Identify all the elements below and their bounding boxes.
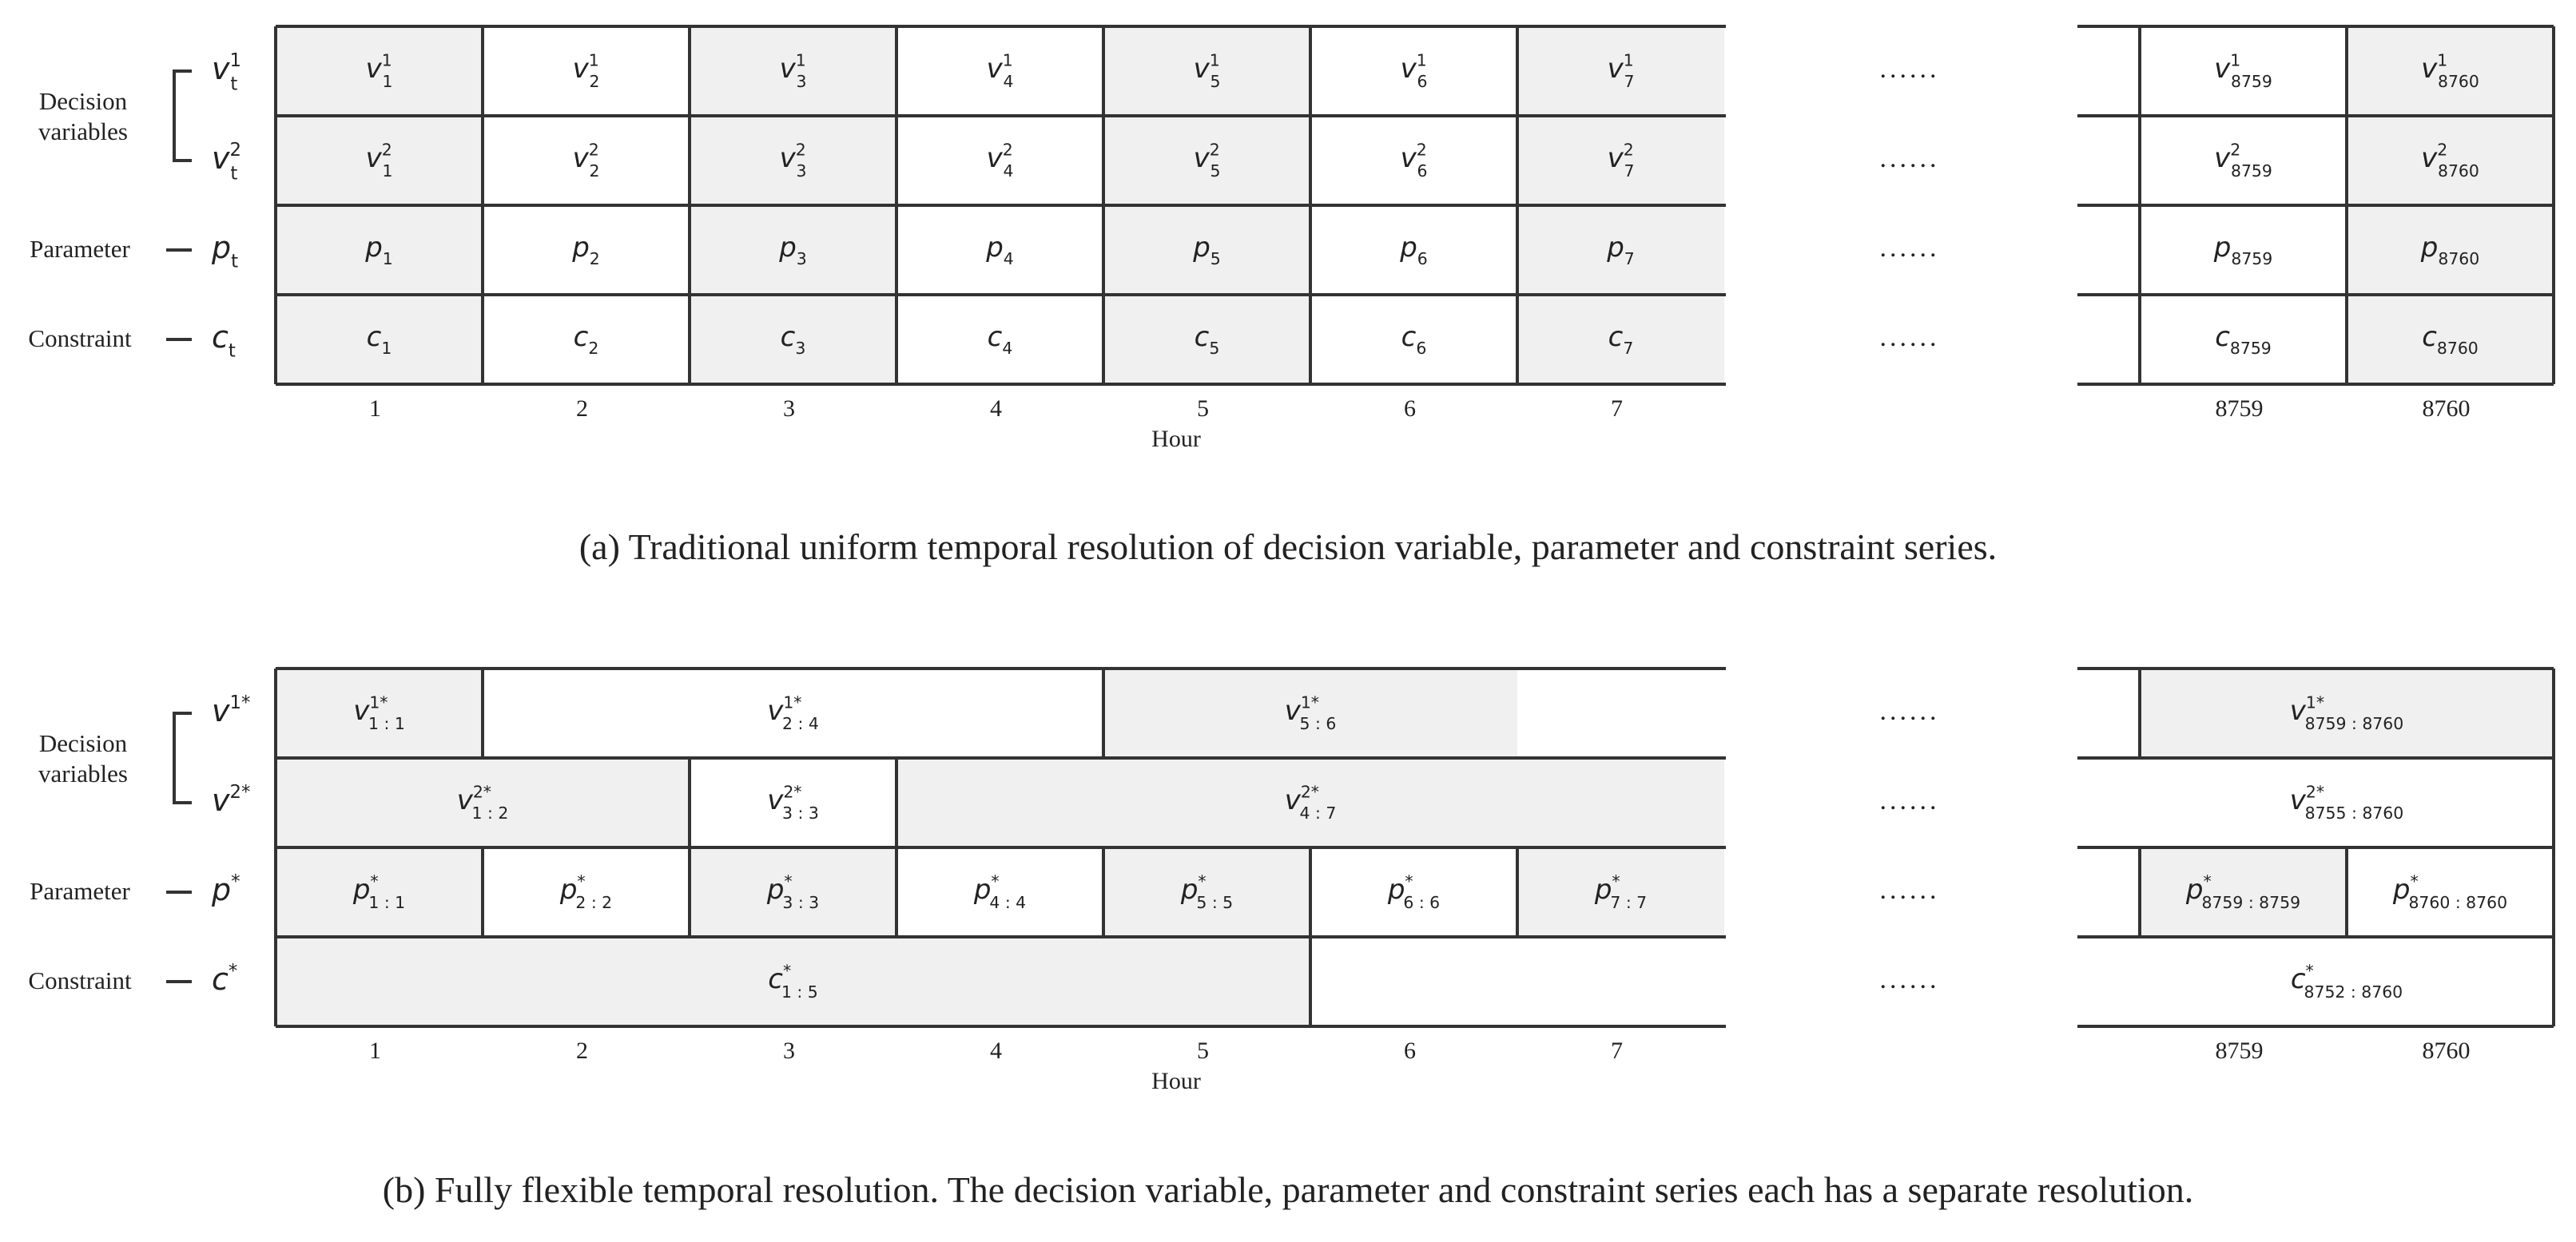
row-ellipsis: ...... (1879, 323, 1940, 352)
cell-label: p* 3 : 3 (766, 871, 820, 913)
row-label: Constraint (28, 966, 132, 994)
cell-label: $v^{1*}$ 2 : 4 (767, 692, 819, 734)
cell-label: $v^{1*}$ 5 : 6 (1284, 692, 1337, 734)
tick-label: 5 (1197, 395, 1209, 422)
cell-label: $v^2$ 3 (779, 140, 807, 181)
cell-shade (2140, 847, 2347, 937)
panel-caption: (a) Traditional uniform temporal resolution of decision variable, parameter and constraint series. (578, 526, 1998, 567)
panel-a (28, 26, 2554, 567)
cell-label: $p_1$ (365, 232, 393, 269)
row-symbol: $p_t$ (212, 230, 239, 272)
cell-label: $p_5$ (1193, 232, 1221, 269)
tick-label: 2 (576, 395, 588, 422)
row-label: Constraint (28, 324, 132, 352)
panel-b (28, 669, 2554, 1210)
cell-label: $p_{8759}$ (2213, 232, 2273, 269)
tick-label: 8760 (2422, 1038, 2471, 1064)
group-label: Decision variables (38, 729, 128, 788)
cell-label: p* 1 : 1 (352, 871, 406, 913)
tick-label: 5 (1197, 1038, 1209, 1064)
tick-label: 6 (1404, 395, 1416, 422)
cell-label: $v^2$ 7 (1607, 140, 1635, 181)
cell-label: $v^1$ 4 (986, 50, 1014, 92)
cell-shade (276, 847, 483, 937)
cell-label: $p_3$ (779, 232, 807, 269)
cell-shade (2140, 669, 2554, 758)
cell-shade (896, 758, 1724, 847)
cell-label: p* 4 : 4 (973, 871, 1027, 913)
row-label: Parameter (30, 877, 130, 905)
row-ellipsis: ...... (1879, 54, 1940, 84)
tick-label: 4 (990, 1038, 1002, 1064)
cell-label: $c_6$ (1401, 321, 1427, 359)
row-symbol: $v^{1*}$ (212, 692, 251, 728)
row-symbol: p* (212, 871, 241, 907)
row-ellipsis: ...... (1879, 696, 1940, 726)
row-ellipsis: ...... (1879, 233, 1940, 263)
row-ellipsis: ...... (1879, 144, 1940, 173)
group-bracket (174, 71, 192, 161)
cell-label: $v^{2*}$ 1 : 2 (456, 782, 509, 823)
cell-label: $c_{8760}$ (2422, 321, 2479, 359)
cell-label: $v^2$ 2 (572, 140, 600, 181)
cell-label: $p_7$ (1607, 232, 1635, 269)
axis-label: Hour (1151, 1068, 1201, 1094)
cell-label: p* 5 : 5 (1180, 871, 1234, 913)
cell-shade (2347, 116, 2554, 205)
cell-label: $v^{2*}$ 8755 : 8760 (2289, 782, 2404, 823)
row-label: Parameter (30, 235, 130, 263)
row-symbol: $c_t$ (212, 319, 236, 362)
tick-label: 2 (576, 1038, 588, 1064)
cell-label: $v^1$ 8760 (2421, 50, 2479, 92)
cell-label: c* 8752 : 8760 (2290, 961, 2403, 1002)
cell-shade (690, 847, 896, 937)
cell-label: $v^{1*}$ 8759 : 8760 (2289, 692, 2404, 734)
cell-label: $c_5$ (1194, 321, 1220, 359)
cell-label: $v^1$ 8759 (2214, 50, 2272, 92)
row-symbol: $v^2$ t (212, 140, 242, 185)
cell-label: $c_{8759}$ (2215, 321, 2272, 359)
row-symbol: c* (212, 961, 238, 997)
cell-label: $v^2$ 8760 (2421, 140, 2479, 181)
cell-label: $p_{8760}$ (2420, 232, 2480, 269)
cell-label: $p_6$ (1400, 232, 1428, 269)
tick-label: 1 (369, 395, 381, 422)
row-symbol: $v^{2*}$ (212, 782, 251, 818)
cell-label: $v^1$ 7 (1607, 50, 1635, 92)
cell-label: $v^1$ 6 (1400, 50, 1428, 92)
cell-shade (1103, 847, 1310, 937)
cell-label: c* 1 : 5 (768, 961, 818, 1002)
tick-label: 8760 (2422, 395, 2471, 422)
row-ellipsis: ...... (1879, 965, 1940, 994)
cell-label: $v^1$ 2 (572, 50, 600, 92)
cell-shade (276, 937, 1310, 1026)
tick-label: 1 (369, 1038, 381, 1064)
tick-label: 4 (990, 395, 1002, 422)
cell-label: p* 2 : 2 (559, 871, 613, 913)
cell-label: p* 8760 : 8760 (2392, 871, 2508, 913)
cell-label: $v^{2*}$ 4 : 7 (1284, 782, 1337, 823)
cell-label: p* 8759 : 8759 (2185, 871, 2301, 913)
cell-label: $v^2$ 4 (986, 140, 1014, 181)
cell-label: $c_2$ (573, 321, 599, 359)
tick-label: 6 (1404, 1038, 1416, 1064)
tick-label: 7 (1611, 1038, 1623, 1064)
panel-caption: (b) Fully flexible temporal resolution. The decision variable, parameter and constraint series each has a separate resolution. (382, 1169, 2194, 1210)
cell-label: $v^1$ 1 (365, 50, 393, 92)
cell-label: $v^1$ 3 (779, 50, 807, 92)
row-symbol: $v^1$ t (212, 50, 242, 95)
cell-label: $c_7$ (1608, 321, 1634, 359)
cell-shade (1517, 847, 1724, 937)
cell-label: $v^2$ 6 (1400, 140, 1428, 181)
row-ellipsis: ...... (1879, 786, 1940, 815)
cell-label: $c_4$ (987, 321, 1013, 359)
cell-label: $c_1$ (366, 321, 392, 359)
tick-label: 3 (783, 1038, 795, 1064)
group-bracket (174, 713, 192, 803)
cell-shade (276, 758, 690, 847)
axis-label: Hour (1151, 426, 1201, 452)
cell-label: $v^{2*}$ 3 : 3 (767, 782, 819, 823)
cell-label: p* 6 : 6 (1387, 871, 1441, 913)
cell-label: $v^1$ 5 (1193, 50, 1221, 92)
tick-label: 3 (783, 395, 795, 422)
cell-label: $c_3$ (780, 321, 806, 359)
tick-label: 8759 (2215, 1038, 2264, 1064)
tick-label: 7 (1611, 395, 1623, 422)
cell-label: $p_4$ (986, 232, 1014, 269)
cell-label: $p_2$ (572, 232, 600, 269)
cell-label: p* 7 : 7 (1594, 871, 1648, 913)
cell-label: $v^2$ 8759 (2214, 140, 2272, 181)
cell-shade (276, 669, 483, 758)
group-label: Decision variables (38, 87, 128, 145)
cell-shade (2347, 26, 2554, 116)
cell-label: $v^2$ 5 (1193, 140, 1221, 181)
tick-label: 8759 (2215, 395, 2264, 422)
cell-label: $v^{1*}$ 1 : 1 (353, 692, 405, 734)
cell-label: $v^2$ 1 (365, 140, 393, 181)
cell-shade (1103, 669, 1517, 758)
row-ellipsis: ...... (1879, 875, 1940, 905)
